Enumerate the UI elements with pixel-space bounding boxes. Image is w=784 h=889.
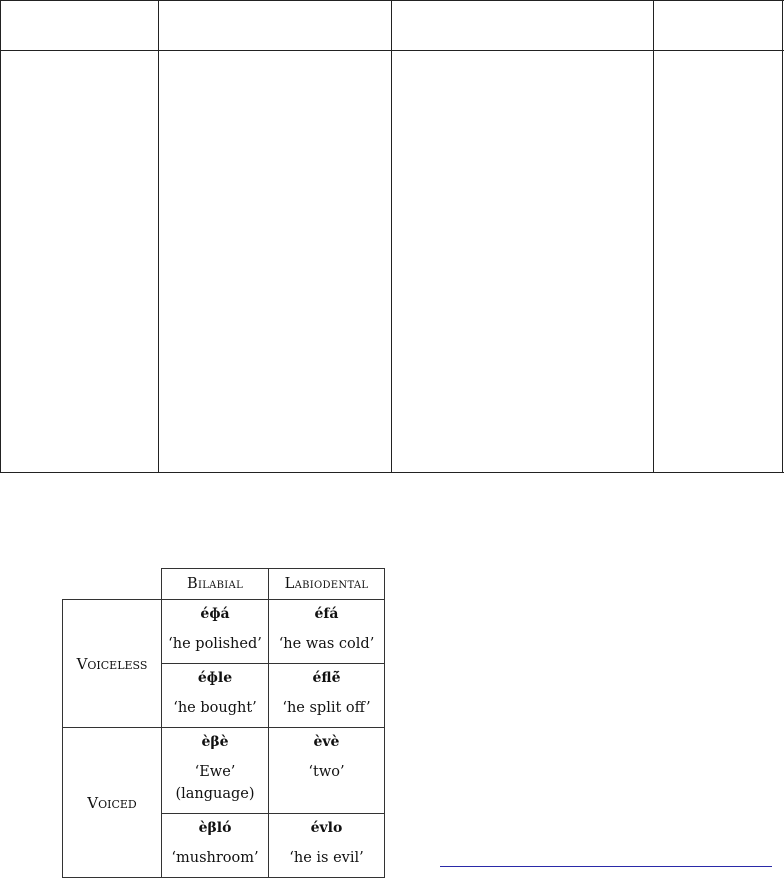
ewe-word: èvè <box>313 734 340 750</box>
table-cell <box>269 664 385 728</box>
table-row <box>63 728 385 814</box>
ewe-word: évlo <box>310 820 343 836</box>
table-cell <box>162 728 269 814</box>
grid-rule-bottom <box>0 472 784 473</box>
table-row <box>63 600 385 664</box>
table-corner <box>63 569 162 600</box>
grid-rule-col-4 <box>782 0 783 473</box>
grid-rule-col-1 <box>158 0 159 473</box>
ewe-word: éfá <box>314 606 339 622</box>
table-cell <box>269 814 385 878</box>
grid-rule-col-2 <box>391 0 392 473</box>
word-gloss: ‘Ewe’ (language) <box>175 764 255 802</box>
ewe-word: éɸá <box>200 606 230 622</box>
word-gloss: ‘he split off’ <box>282 700 371 716</box>
table-header-row <box>63 569 385 600</box>
link-underline <box>440 866 772 867</box>
row-header-voiceless: Voiceless <box>63 600 162 728</box>
word-gloss: ‘he is evil’ <box>289 850 364 866</box>
word-gloss: ‘two’ <box>308 764 345 780</box>
ewe-word: èβè <box>201 734 229 750</box>
grid-rule-col-0 <box>0 0 1 473</box>
grid-rule-top <box>0 0 784 1</box>
word-gloss: ‘mushroom’ <box>171 850 259 866</box>
table-cell <box>162 814 269 878</box>
column-header-labiodental: Labiodental <box>269 569 385 600</box>
word-gloss: ‘he bought’ <box>173 700 257 716</box>
table-cell <box>269 728 385 814</box>
column-header-bilabial: Bilabial <box>162 569 269 600</box>
table-cell <box>269 600 385 664</box>
ewe-word: éflẽ́ <box>312 670 341 686</box>
grid-rule-col-3 <box>653 0 654 473</box>
grid-rule-header <box>0 50 784 51</box>
ewe-word: éɸle <box>197 670 233 686</box>
table-cell <box>162 600 269 664</box>
fricative-phoneme-table <box>62 568 385 878</box>
word-gloss: ‘he was cold’ <box>278 636 375 652</box>
word-gloss: ‘he polished’ <box>168 636 262 652</box>
ewe-word: èβló <box>198 820 232 836</box>
table-cell <box>162 664 269 728</box>
row-header-voiced: Voiced <box>63 728 162 878</box>
